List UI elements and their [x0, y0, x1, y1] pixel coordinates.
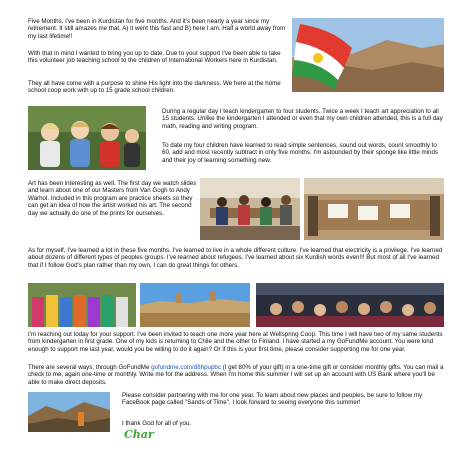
purpose-paragraph: They all have come with a purpose to shine His light into the darkness. We here at the home school coop work with up to 15 grade school children. — [28, 80, 281, 95]
signature: Char — [124, 428, 154, 441]
support-request-paragraph: I'm reaching out today for your support. I've been invited to teach one more year here at Wellspring Coop. This time I will have two of my same students from kindergarten in first grade. One of my kids is returning to Chile and the other to Finland. I have started a my GoFundMe account. You were kind enough to support me last year, would you be willing to do it again? Or if this is your first time, please consider supporting me for one year. — [28, 331, 443, 353]
progress-paragraph: To date my four children have learned to read simple sentences, sound out words, count smoothly to 60, add and most recently subtract in only five months. I'm astounded by their sponge like little minds and their joy of learning something new. — [162, 142, 438, 164]
art-class-students-photo — [200, 178, 300, 240]
update-paragraph: With that in mind I wanted to bring you up to date. Due to your support I've been able to take this volunteer job teaching school to the children of International Workers here in Kurdistan. — [28, 50, 281, 65]
citadel-wall-photo — [140, 283, 250, 327]
partnering-paragraph: Please consider partnering with me for one year. To learn about new places and peoples, be sure to follow my FaceBook page called "Sands of Time". I look forward to seeing everyone this summer! — [122, 392, 423, 407]
kindergarten-paragraph: During a regular day I teach kindergarten to four students. Twice a week I teach art appreciation to all 15 students. Unlike the kindergarten I attended or even that my own children attended, this is a full day math, reading and writing program. — [162, 108, 443, 130]
kindergarten-children-photo — [28, 106, 146, 170]
gofundme-link[interactable]: gofundme.com/d8hpupbc — [151, 364, 221, 371]
mountain-overlook-photo — [28, 392, 110, 432]
giving-options-text-start: There are several ways; through GoFundMe — [28, 364, 152, 371]
giving-options-text-end: (I get 80% of your gift) in a one-time gift or consider monthly gifts. You can mail a check to me, again one-time or monthly. Write me for the address. When I'm home this summer I will set up an account with US Bank where you'll be able to make direct deposits. — [28, 364, 444, 386]
kurdish-women-group-photo — [28, 283, 136, 327]
kurdistan-flag-landscape-photo — [292, 18, 444, 92]
giving-options-paragraph — [28, 364, 444, 386]
thanks-line: I thank God for all of you. — [122, 420, 192, 427]
reflection-paragraph: As for myself, I've learned a lot in these five months. I've learned to live in a whole different culture. I've learned that electricity is a privilege. I've learned about dozens of different types of peoples groups. I've learned about refugees. I've learned about six Kurdish words even!!! But most of all I've learned that if I follow God's plan rather than my own, I can do great things for others. — [28, 247, 443, 269]
art-paragraph: Art has been interesting as well. The first day we watch slides and learn about one of our Masters from Van Gogh to Andy Warhol. Included in this program are practice sheets so they can get an idea of how the artist worked his art. The second day we actually do one of the prints for ourselves. — [28, 180, 197, 217]
intro-paragraph: Five Months. I've been in Kurdistan for five months. And it's been nearly a year since my retirement. It still amazes me that, A) it went this fast and B) here I am. Half a world away from my last lifetime!! — [28, 18, 286, 40]
crowd-celebration-photo — [256, 283, 444, 327]
art-class-worksheets-photo — [304, 178, 444, 240]
